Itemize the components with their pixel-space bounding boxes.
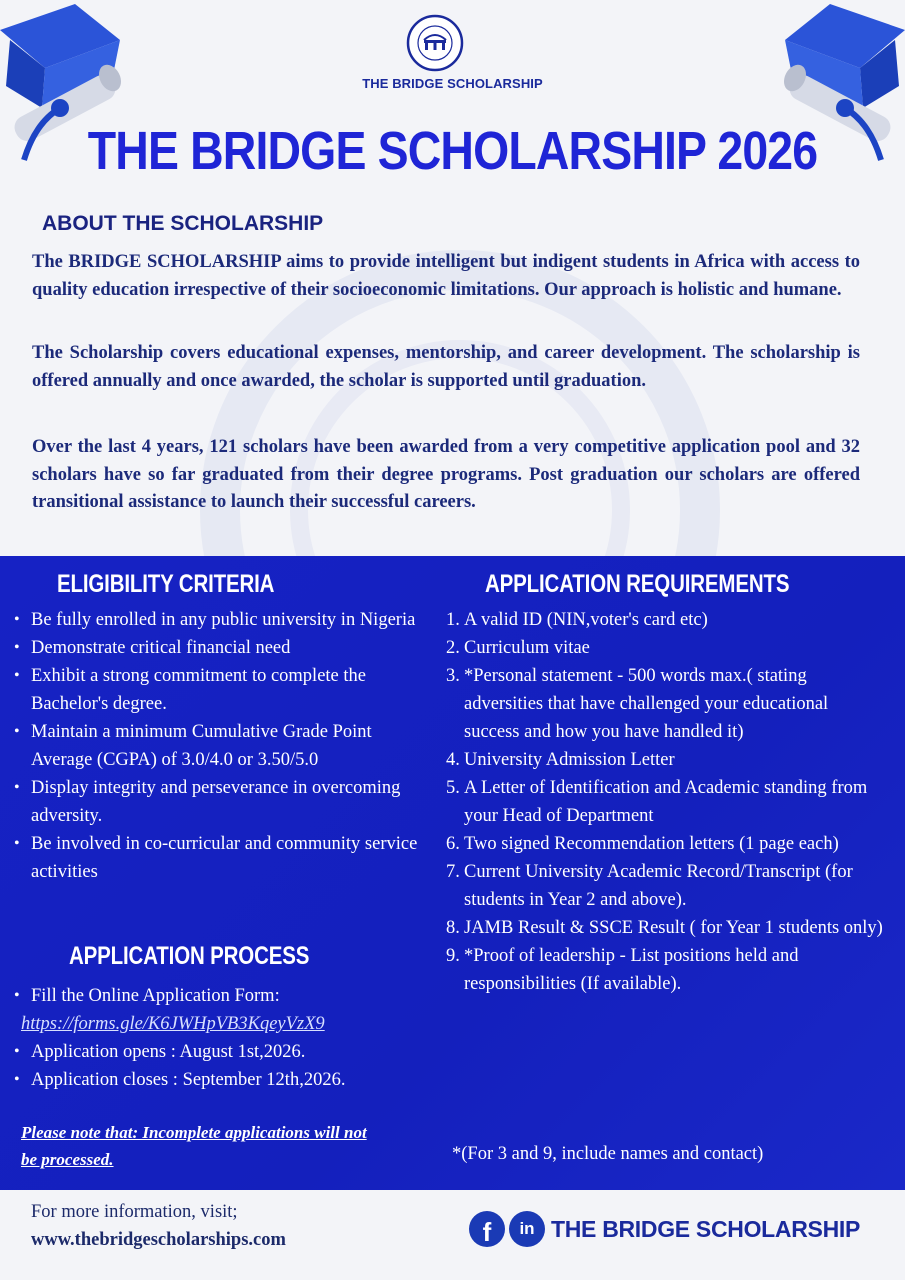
footer-info-label: For more information, visit;: [31, 1202, 238, 1222]
list-item-opens: • Application opens : August 1st,2026.: [14, 1038, 424, 1066]
item-number: 4.: [446, 750, 460, 770]
list-item: [446, 914, 886, 942]
item-number: 2.: [446, 638, 460, 658]
list-item: [446, 606, 886, 634]
bridge-seal-logo: [406, 14, 464, 72]
about-heading: ABOUT THE SCHOLARSHIP: [42, 212, 324, 235]
list-item: [446, 662, 886, 746]
list-item: [446, 746, 886, 774]
list-item: [446, 942, 886, 998]
eligibility-heading: ELIGIBILITY CRITERIA: [57, 570, 275, 598]
linkedin-icon[interactable]: in: [509, 1211, 545, 1247]
incomplete-note: Please note that: Incomplete applications will not be processed.: [21, 1123, 367, 1169]
item-text: University Admission Letter: [464, 750, 675, 770]
facebook-icon[interactable]: f: [469, 1211, 505, 1247]
requirements-heading: APPLICATION REQUIREMENTS: [485, 570, 790, 598]
list-item: • Be involved in co-curricular and community service activities: [14, 830, 424, 886]
list-item-closes: • Application closes : September 12th,2026.: [14, 1066, 424, 1094]
list-item: • Exhibit a strong commitment to complete the Bachelor's degree.: [14, 662, 424, 718]
item-number: 3.: [446, 666, 460, 686]
application-form-link[interactable]: https://forms.gle/K6JWHpVB3KqeyVzX9: [21, 1014, 325, 1034]
list-item: • Demonstrate critical financial need: [14, 634, 424, 662]
list-item: • Maintain a minimum Cumulative Grade Point Average (CGPA) of 3.0/4.0 or 3.50/5.0: [14, 718, 424, 774]
item-number: 8.: [446, 918, 460, 938]
footer-info: [31, 1198, 286, 1254]
item-text: JAMB Result & SSCE Result ( for Year 1 students only): [464, 918, 883, 938]
list-item-fill-form: [14, 982, 424, 1038]
page-title: THE BRIDGE SCHOLARSHIP 2026: [87, 121, 818, 181]
item-number: 5.: [446, 778, 460, 798]
website-link[interactable]: www.thebridgescholarships.com: [31, 1230, 286, 1250]
item-text: A Letter of Identification and Academic standing from your Head of Department: [464, 778, 868, 826]
list-item: [446, 858, 886, 914]
list-item: [446, 830, 886, 858]
process-heading: APPLICATION PROCESS: [69, 942, 310, 970]
item-text: *Personal statement - 500 words max.( stating adversities that have challenged your educational success and how you have handled it): [464, 666, 829, 742]
item-number: 6.: [446, 834, 460, 854]
item-number: 9.: [446, 946, 460, 966]
item-text: A valid ID (NIN,voter's card etc): [464, 610, 708, 630]
process-list: [14, 982, 424, 1094]
about-paragraph-3: Over the last 4 years, 121 scholars have been awarded from a very competitive application pool and 32 scholars have so far graduated from their degree programs. Post graduation our scholars are offered transitional assistance to launch their successful careers.: [32, 437, 860, 512]
requirements-list: [446, 606, 886, 998]
requirements-footnote: *(For 3 and 9, include names and contact): [452, 1144, 764, 1164]
about-paragraph-1: The BRIDGE SCHOLARSHIP aims to provide intelligent but indigent students in Africa with access to quality education irrespective of their socioeconomic limitations. Our approach is holistic and humane.: [32, 252, 860, 300]
eligibility-list: [14, 606, 424, 886]
item-number: 1.: [446, 610, 460, 630]
footer-brand: THE BRIDGE SCHOLARSHIP: [551, 1215, 861, 1242]
item-text: Two signed Recommendation letters (1 page each): [464, 834, 839, 854]
about-paragraph-2: The Scholarship covers educational expenses, mentorship, and career development. The scholarship is offered annually and once awarded, the scholar is supported until graduation.: [32, 343, 860, 391]
item-number: 7.: [446, 862, 460, 882]
list-item: [446, 774, 886, 830]
list-item: • Display integrity and perseverance in overcoming adversity.: [14, 774, 424, 830]
item-text: *Proof of leadership - List positions held and responsibilities (If available).: [464, 946, 799, 994]
list-item: [446, 634, 886, 662]
header-brand: THE BRIDGE SCHOLARSHIP: [362, 76, 543, 91]
item-text: Curriculum vitae: [464, 638, 590, 658]
details-panel: [0, 556, 905, 1190]
list-item: • Be fully enrolled in any public university in Nigeria: [14, 606, 424, 634]
fill-form-text: Fill the Online Application Form:: [31, 986, 280, 1006]
social-bar: [469, 1211, 860, 1247]
item-text: Current University Academic Record/Transcript (for students in Year 2 and above).: [464, 862, 853, 910]
